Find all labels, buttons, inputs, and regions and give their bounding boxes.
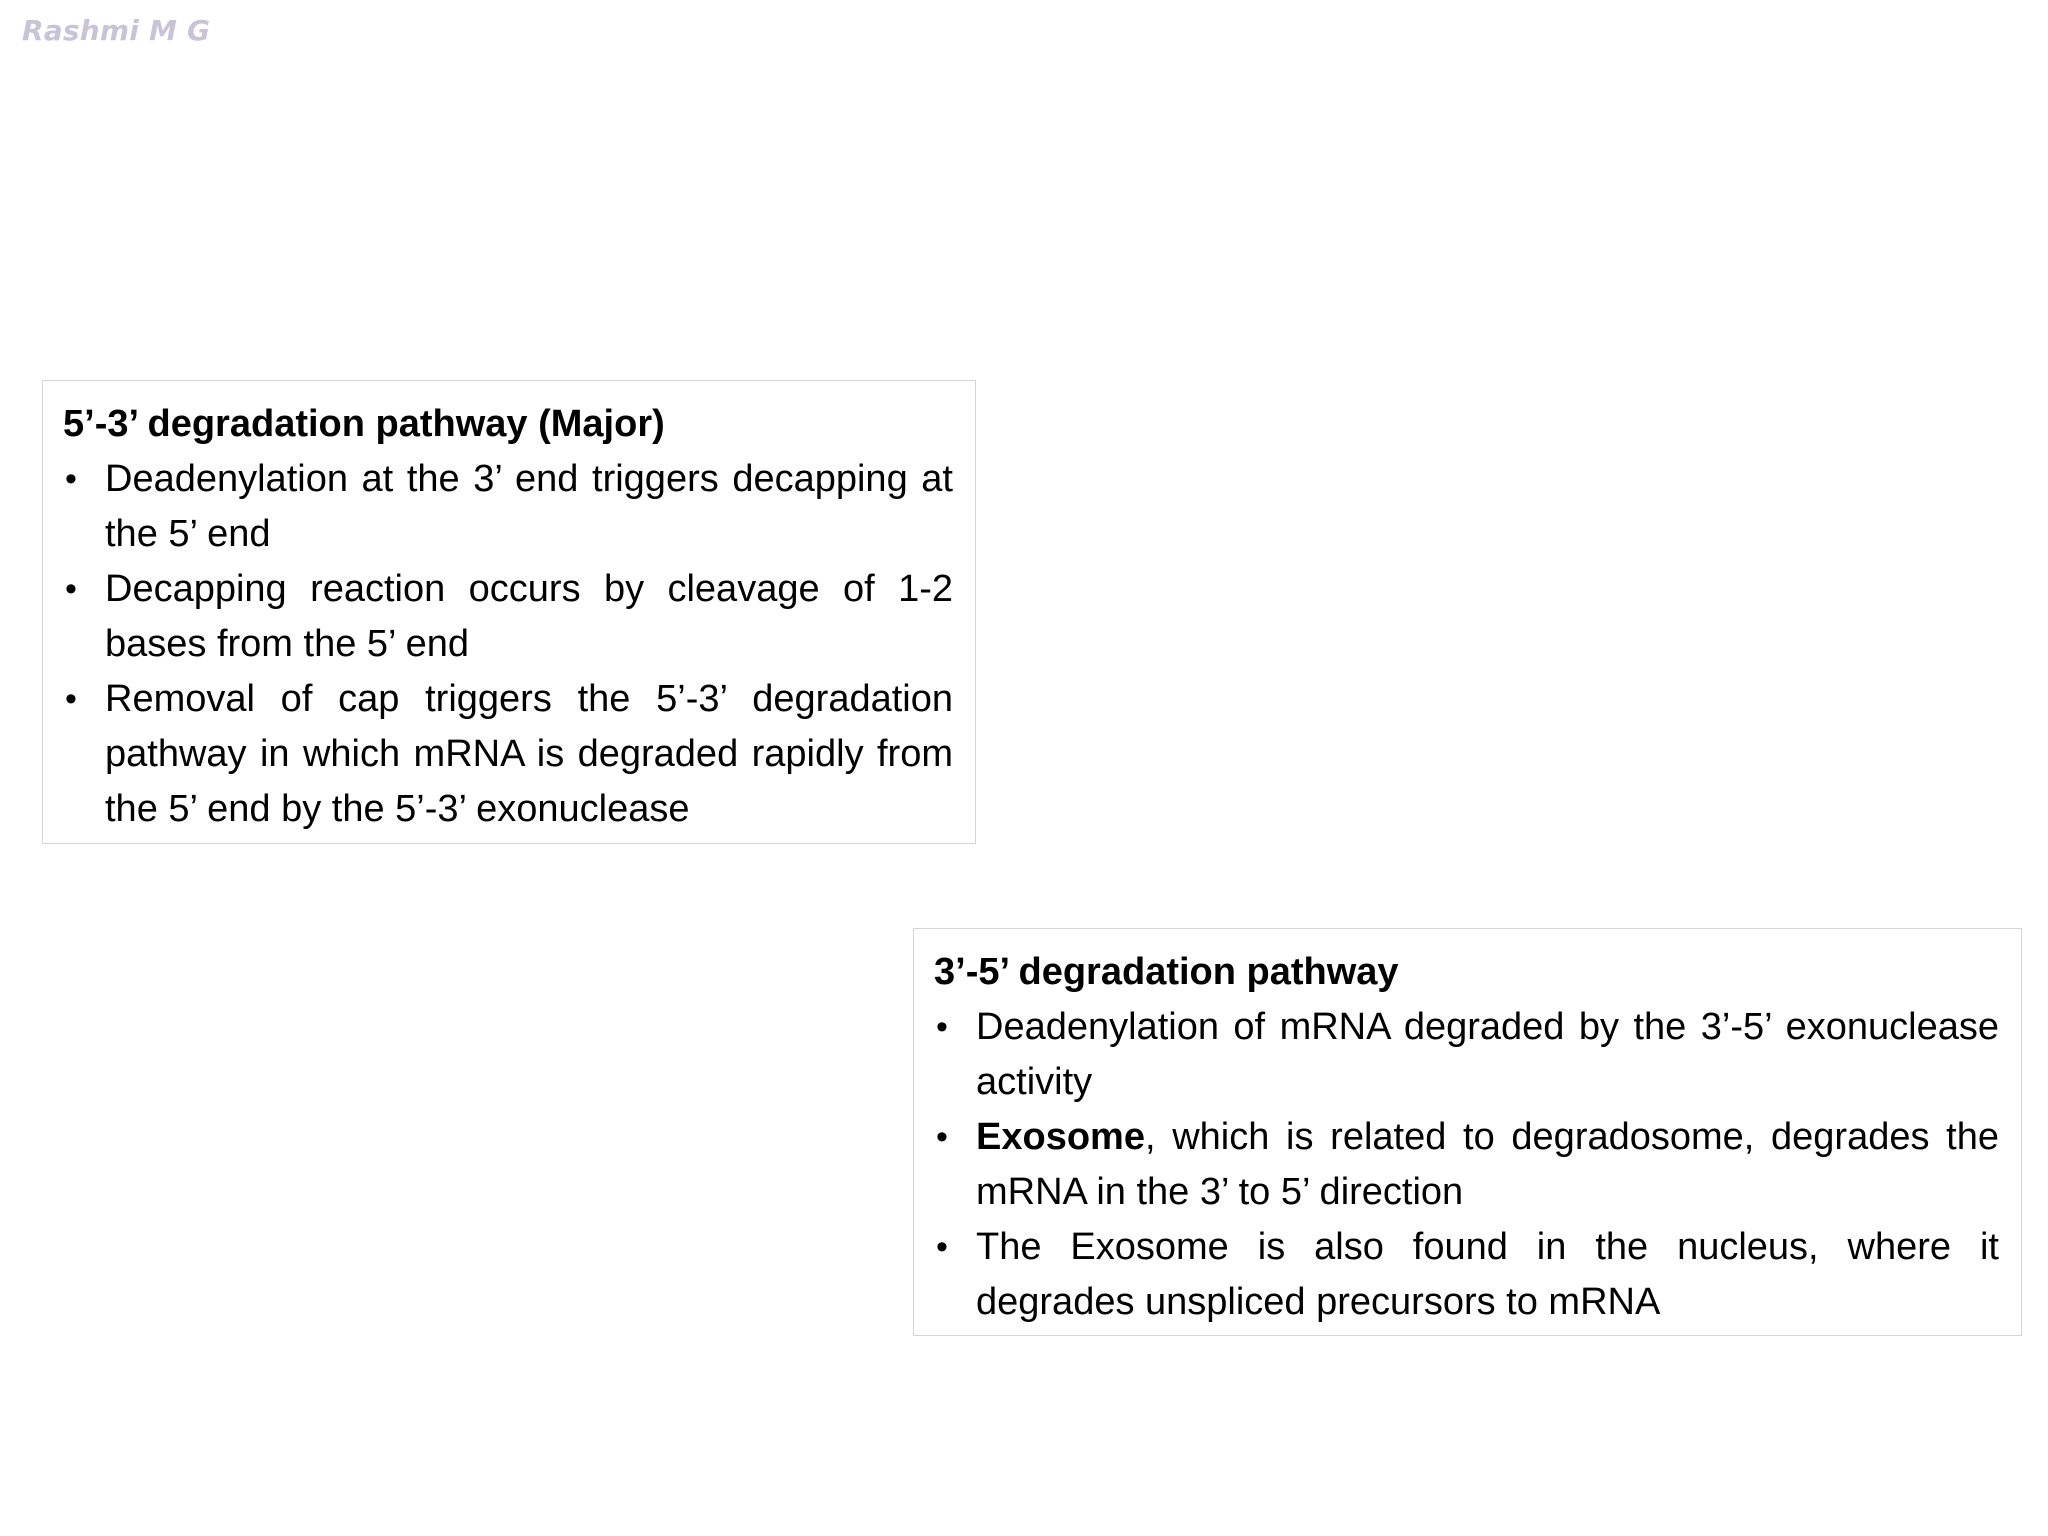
list-item [934, 1000, 1999, 1110]
bullet-icon: • [65, 460, 77, 498]
bullet-text: Deadenylation at the 3’ end triggers decapping at the 5’ end [105, 458, 953, 555]
pathway-3-5-box [913, 928, 2022, 1336]
bullet-icon: • [936, 1008, 948, 1046]
list-item [63, 672, 953, 837]
bullet-text: The Exosome is also found in the nucleus, where it degrades unspliced precursors to mRNA [976, 1226, 1999, 1323]
bullet-icon: • [936, 1228, 948, 1266]
list-item [934, 1110, 1999, 1220]
list-item [934, 1220, 1999, 1330]
author-watermark: Rashmi M G [22, 14, 211, 47]
bullet-text: Decapping reaction occurs by cleavage of 1-2 bases from the 5’ end [105, 568, 953, 665]
pathway-5-3-title: 5’-3’ degradation pathway (Major) [63, 403, 665, 445]
exosome-term: Exosome [976, 1116, 1145, 1158]
pathway-3-5-bullet-list [934, 1000, 1999, 1330]
pathway-5-3-bullet-list [63, 452, 953, 837]
bullet-icon: • [65, 680, 77, 718]
bullet-icon: • [936, 1118, 948, 1156]
pathway-5-3-box [42, 380, 976, 844]
pathway-3-5-title: 3’-5’ degradation pathway [934, 951, 1399, 993]
list-item [63, 562, 953, 672]
bullet-icon: • [65, 570, 77, 608]
bullet-text: Removal of cap triggers the 5’-3’ degradation pathway in which mRNA is degraded rapidly from the 5’ end by the 5’-3’ exonuclease [105, 678, 953, 830]
list-item [63, 452, 953, 562]
bullet-text: , which is related to degradosome, degrades the mRNA in the 3’ to 5’ direction [976, 1116, 1999, 1213]
bullet-text: Deadenylation of mRNA degraded by the 3’-5’ exonuclease activity [976, 1006, 1999, 1103]
